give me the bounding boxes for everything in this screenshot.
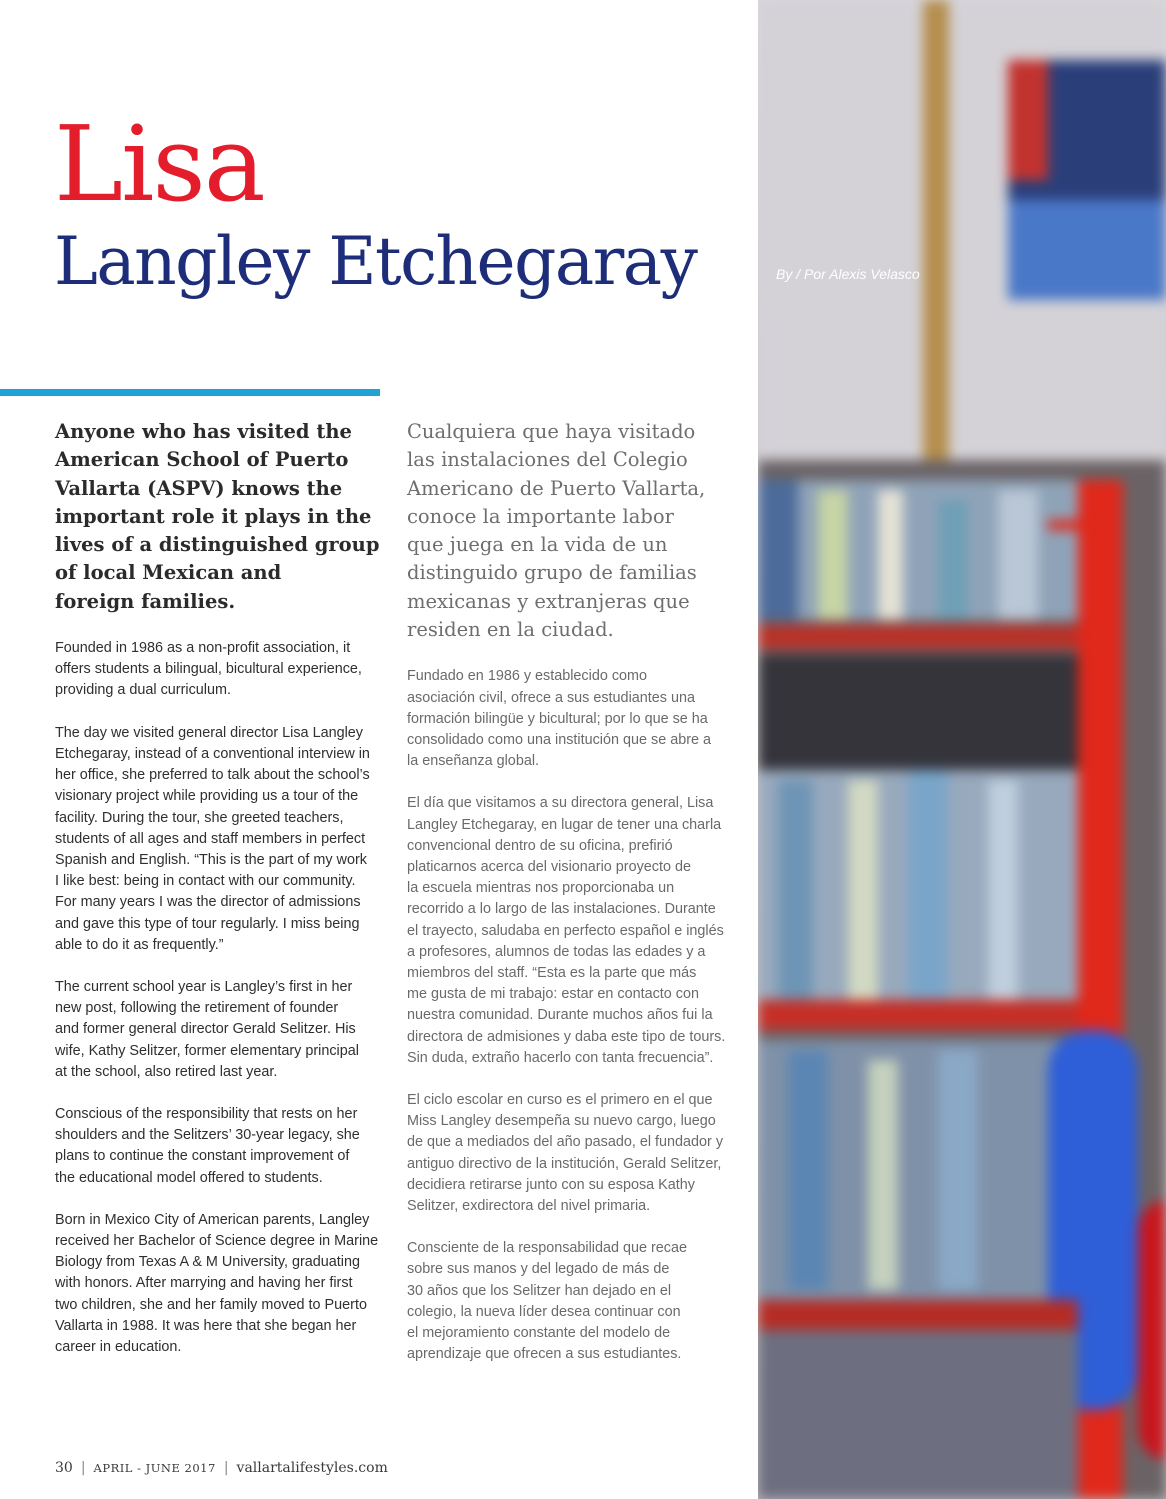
spanish-body: [407, 666, 737, 1365]
accent-rule: [0, 389, 380, 396]
title-surname: Langley Etchegaray: [54, 223, 697, 300]
website-link[interactable]: vallartalifestyles.com: [236, 1460, 388, 1476]
page-number: 30: [55, 1460, 73, 1476]
footer-separator: |: [80, 1460, 86, 1476]
page-footer: [55, 1460, 388, 1476]
english-paragraph: Founded in 1986 as a non-profit association, it offers students a bilingual, bicultural experience, providing a dual curriculum.: [55, 640, 362, 699]
english-paragraph: Born in Mexico City of American parents, Langley received her Bachelor of Science degree in Marine Biology from Texas A & M University, graduating with honors. After marrying and having her first two children, she and her family moved to Puerto Vallarta in 1988. It was here that she began her career in education.: [55, 1211, 379, 1355]
spanish-lede: Cualquiera que haya visitado las instalaciones del Colegio Americano de Puerto Vallarta, conoce la importante labor que juega en la vida de un distinguido grupo de familias mexicanas y extranjeras que residen en la ciudad.: [407, 420, 706, 642]
english-paragraph: Conscious of the responsibility that rests on her shoulders and the Selitzers’ 30-year legacy, she plans to continue the constant improvement of the educational model offered to students.: [55, 1105, 360, 1186]
byline: By / Por Alexis Velasco: [776, 266, 920, 282]
issue-date: APRIL - JUNE 2017: [93, 1461, 216, 1475]
english-lede: Anyone who has visited the American School of Puerto Vallarta (ASPV) knows the important role it plays in the lives of a distinguished group of local Mexican and foreign families.: [55, 420, 380, 613]
spanish-paragraph: El día que visitamos a su directora general, Lisa Langley Etchegaray, en lugar de tener una charla convencional dentro de su oficina, prefirió platicarnos acerca del visionario proyecto de la escuela mientras nos proporcionaba un recorrido a lo largo de las instalaciones. Durante el trayecto, saludaba en perfecto español e inglés a profesores, alumnos de todas las edades y a miembros del staff. “Esta es la parte que más me gusta de mi trabajo: estar en contacto con nuestra comunidad. Durante muchos años fui la directora de admisiones y daba este tipo de tours. Sin duda, extraño hacerlo con tanta frecuencia”.: [407, 795, 726, 1066]
spanish-column: [407, 418, 737, 1386]
english-paragraph: The day we visited general director Lisa Langley Etchegaray, instead of a conventional interview in her office, she preferred to talk about the school’s visionary project while providing us a tour of the facility. During the tour, she greeted teachers, students of all ages and staff members in perfect Spanish and English. “This is the part of my work I like best: being in contact with our community. For many years I was the director of admissions and gave this type of tour regularly. I miss being able to do it as frequently.”: [55, 724, 370, 953]
spanish-paragraph: Fundado en 1986 y establecido como asociación civil, ofrece a sus estudiantes una formación bilingüe y bicultural; por lo que se ha consolidado como una institución que se abre a la enseñanza global.: [407, 668, 712, 770]
english-column: [55, 418, 385, 1379]
bookshelf-photo: [758, 0, 1166, 1499]
spanish-paragraph: El ciclo escolar en curso es el primero en el que Miss Langley desempeña su nuevo cargo, luego de que a mediados del año pasado, el fundador y antiguo directivo de la institución, Gerald Selitzer, decidiera retirarse junto con su esposa Kathy Selitzer, exdirectora del nivel primaria.: [407, 1092, 724, 1215]
title-first-name: Lisa: [54, 103, 264, 225]
english-body: [55, 638, 385, 1358]
spanish-paragraph: Consciente de la responsabilidad que recae sobre sus manos y del legado de más de 30 años que los Selitzer han dejado en el colegio, la nueva líder desea continuar con el mejoramiento constante del modelo de aprendizaje que ofrecen a sus estudiantes.: [407, 1240, 688, 1363]
footer-separator: |: [223, 1460, 229, 1476]
english-paragraph: The current school year is Langley’s first in her new post, following the retirement of founder and former general director Gerald Selitzer. His wife, Kathy Selitzer, former elementary principal at the school, also retired last year.: [55, 978, 359, 1080]
